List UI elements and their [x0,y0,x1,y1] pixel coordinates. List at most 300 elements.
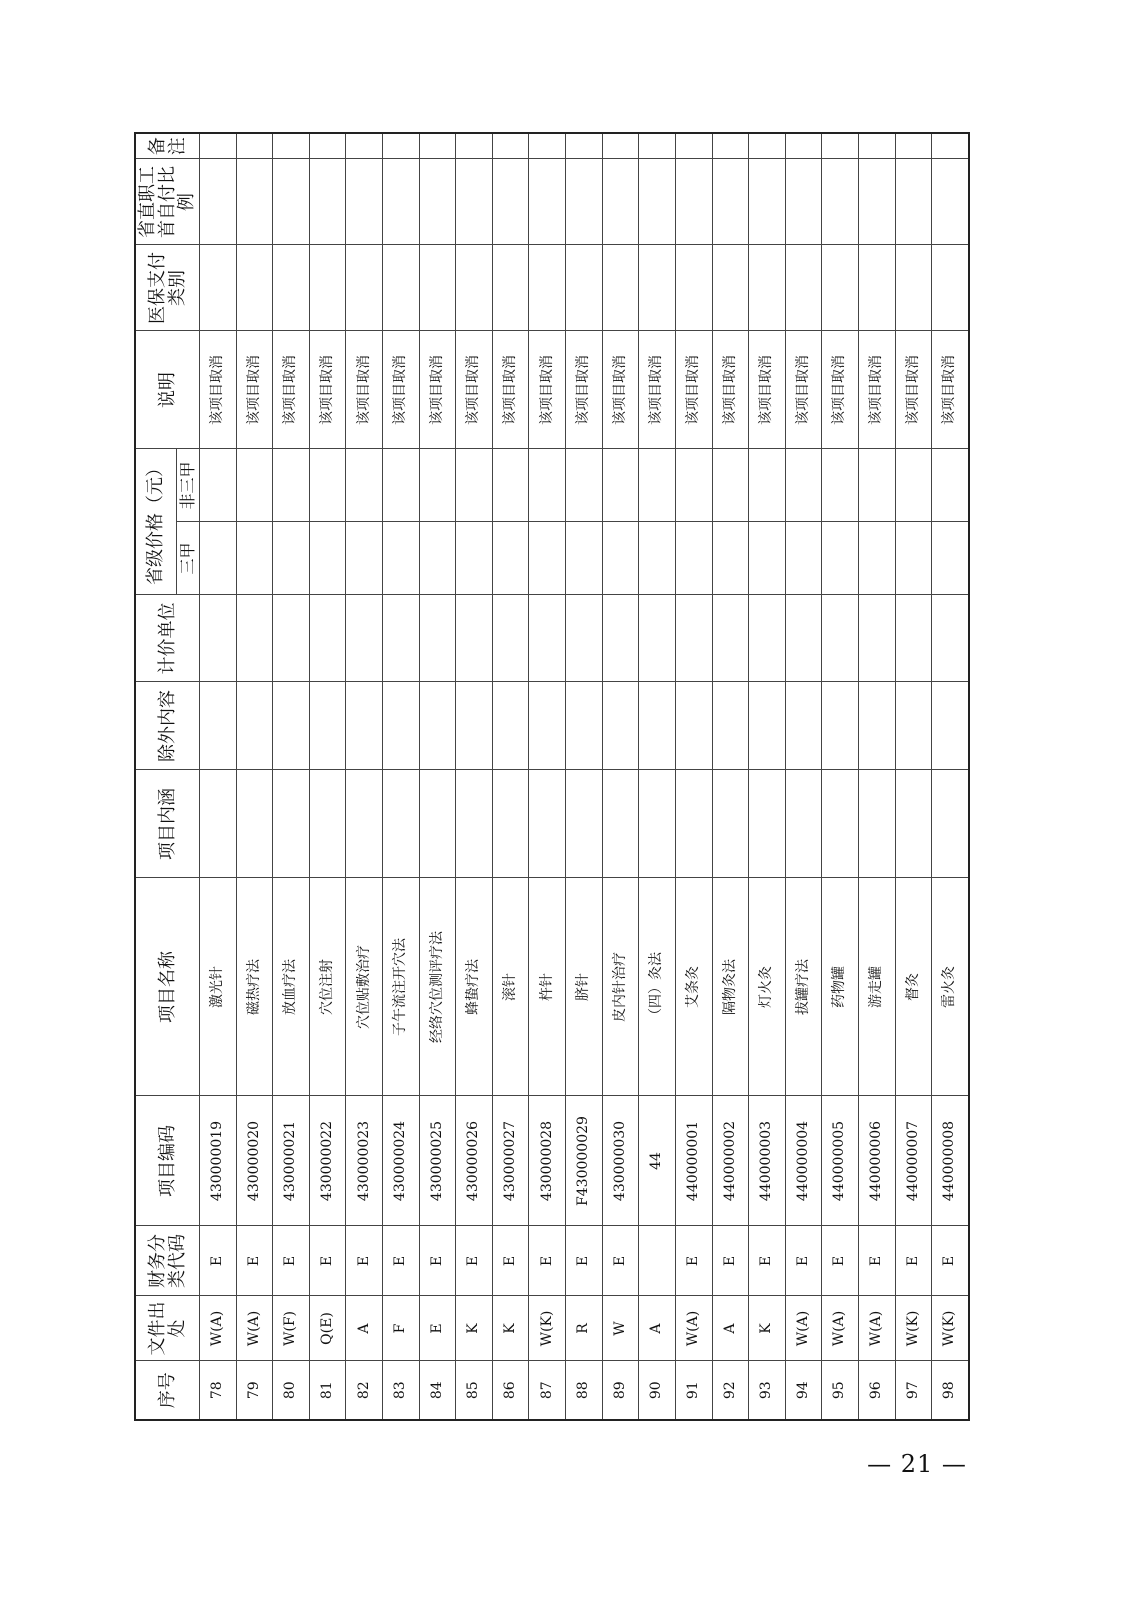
cell-desc: 该项目取消 [273,331,310,449]
header-price-group: 省级价格（元） [135,449,177,595]
cell-desc: 该项目取消 [822,331,859,449]
cell-item-code: 440000004 [785,1096,822,1226]
rotated-table-frame [134,134,970,1421]
table-row [602,133,639,1420]
cell-price-a [822,522,859,595]
cell-price-b [602,449,639,522]
table-row [529,133,566,1420]
cell-item-code: 440000003 [749,1096,786,1226]
table-row [712,133,749,1420]
header-source: 文件出处 [135,1296,200,1361]
cell-exclusion [200,682,237,770]
cell-remark [675,133,712,159]
cell-item-code: 440000002 [712,1096,749,1226]
table-row [419,133,456,1420]
table-row [492,133,529,1420]
table-row [749,133,786,1420]
cell-content [858,770,895,878]
cell-remark [309,133,346,159]
cell-fin-code: E [236,1226,273,1296]
cell-source: W(F) [273,1296,310,1361]
cell-seq: 96 [858,1361,895,1420]
cell-item-code: 430000020 [236,1096,273,1226]
cell-exclusion [383,682,420,770]
header-remark: 备注 [135,133,200,159]
cell-price-b [346,449,383,522]
cell-source: W(A) [200,1296,237,1361]
cell-source: E [419,1296,456,1361]
cell-content [675,770,712,878]
cell-seq: 86 [492,1361,529,1420]
cell-item-name: 游走罐 [858,878,895,1096]
cell-price-a [932,522,969,595]
cell-seq: 97 [895,1361,932,1420]
cell-price-b [383,449,420,522]
cell-desc: 该项目取消 [492,331,529,449]
cell-price-a [273,522,310,595]
cell-desc: 该项目取消 [456,331,493,449]
cell-source: W(A) [675,1296,712,1361]
cell-content [273,770,310,878]
cell-fin-code: E [932,1226,969,1296]
cell-unit [749,595,786,682]
table-row [346,133,383,1420]
cell-remark [749,133,786,159]
cell-exclusion [419,682,456,770]
cell-exclusion [236,682,273,770]
cell-item-name: 滚针 [492,878,529,1096]
cell-price-b [309,449,346,522]
cell-item-name: 杵针 [529,878,566,1096]
cell-insurance [639,245,676,331]
cell-item-name: 脐针 [566,878,603,1096]
cell-fin-code: E [383,1226,420,1296]
cell-fin-code [639,1226,676,1296]
cell-remark [383,133,420,159]
cell-fin-code: E [858,1226,895,1296]
cell-insurance [785,245,822,331]
cell-fin-code: E [456,1226,493,1296]
cell-self-pay [236,159,273,245]
cell-source: W(K) [895,1296,932,1361]
cell-desc: 该项目取消 [200,331,237,449]
cell-content [566,770,603,878]
cell-insurance [200,245,237,331]
cell-exclusion [529,682,566,770]
cell-content [785,770,822,878]
cell-fin-code: E [309,1226,346,1296]
cell-self-pay [456,159,493,245]
cell-fin-code: E [712,1226,749,1296]
table-row [639,133,676,1420]
cell-remark [785,133,822,159]
header-price-a: 三甲 [177,522,200,595]
cell-insurance [932,245,969,331]
table-row [675,133,712,1420]
cell-unit [273,595,310,682]
cell-content [383,770,420,878]
cell-desc: 该项目取消 [346,331,383,449]
cell-price-a [383,522,420,595]
cell-item-code: 430000027 [492,1096,529,1226]
cell-remark [932,133,969,159]
cell-price-b [639,449,676,522]
cell-self-pay [858,159,895,245]
cell-source: A [639,1296,676,1361]
cell-remark [492,133,529,159]
cell-price-a [602,522,639,595]
cell-price-b [566,449,603,522]
cell-seq: 98 [932,1361,969,1420]
cell-self-pay [273,159,310,245]
cell-exclusion [456,682,493,770]
cell-price-a [419,522,456,595]
cell-self-pay [822,159,859,245]
cell-item-name: 子午流注开穴法 [383,878,420,1096]
cell-source: W [602,1296,639,1361]
cell-self-pay [566,159,603,245]
cell-fin-code: E [529,1226,566,1296]
cell-insurance [236,245,273,331]
cell-insurance [492,245,529,331]
table-row [895,133,932,1420]
cell-price-a [236,522,273,595]
table-row [273,133,310,1420]
cell-seq: 88 [566,1361,603,1420]
cell-insurance [346,245,383,331]
cell-exclusion [675,682,712,770]
cell-self-pay [895,159,932,245]
table-row [822,133,859,1420]
cell-price-a [785,522,822,595]
cell-self-pay [309,159,346,245]
table-row [236,133,273,1420]
cell-source: A [346,1296,383,1361]
cell-unit [639,595,676,682]
cell-insurance [529,245,566,331]
cell-desc: 该项目取消 [858,331,895,449]
cell-self-pay [200,159,237,245]
cell-exclusion [602,682,639,770]
cell-exclusion [309,682,346,770]
cell-seq: 78 [200,1361,237,1420]
cell-fin-code: E [492,1226,529,1296]
cell-desc: 该项目取消 [895,331,932,449]
cell-seq: 95 [822,1361,859,1420]
cell-unit [675,595,712,682]
cell-item-code: 430000025 [419,1096,456,1226]
cell-item-code: 430000023 [346,1096,383,1226]
cell-unit [602,595,639,682]
cell-price-b [529,449,566,522]
cell-price-b [712,449,749,522]
cell-remark [712,133,749,159]
cell-item-code: 44 [639,1096,676,1226]
cell-item-code: 440000006 [858,1096,895,1226]
cell-desc: 该项目取消 [236,331,273,449]
cell-unit [895,595,932,682]
table-row [309,133,346,1420]
cell-unit [309,595,346,682]
cell-price-b [785,449,822,522]
cell-desc: 该项目取消 [675,331,712,449]
header-content: 项目内涵 [135,770,200,878]
header-price-b: 非三甲 [177,449,200,522]
cell-price-a [712,522,749,595]
cell-item-code: 430000028 [529,1096,566,1226]
table-row [932,133,969,1420]
cell-self-pay [932,159,969,245]
cell-insurance [456,245,493,331]
cell-exclusion [639,682,676,770]
cell-item-code: 430000030 [602,1096,639,1226]
cell-content [602,770,639,878]
cell-item-name: 穴位贴敷治疗 [346,878,383,1096]
cell-unit [383,595,420,682]
cell-remark [602,133,639,159]
cell-price-a [566,522,603,595]
cell-insurance [712,245,749,331]
cell-item-code: 430000021 [273,1096,310,1226]
cell-source: W(A) [858,1296,895,1361]
cell-unit [529,595,566,682]
cell-self-pay [639,159,676,245]
cell-seq: 79 [236,1361,273,1420]
header-item-name: 项目名称 [135,878,200,1096]
cell-item-code: 430000026 [456,1096,493,1226]
cell-seq: 91 [675,1361,712,1420]
cell-content [712,770,749,878]
cell-remark [236,133,273,159]
cell-content [419,770,456,878]
cell-price-a [309,522,346,595]
cell-remark [419,133,456,159]
cell-source: K [749,1296,786,1361]
header-exclusion: 除外内容 [135,682,200,770]
cell-source: K [492,1296,529,1361]
cell-exclusion [273,682,310,770]
cell-unit [822,595,859,682]
cell-remark [895,133,932,159]
cell-insurance [895,245,932,331]
cell-desc: 该项目取消 [566,331,603,449]
cell-insurance [566,245,603,331]
cell-content [895,770,932,878]
cell-content [309,770,346,878]
cell-self-pay [529,159,566,245]
cell-source: W(A) [236,1296,273,1361]
cell-price-b [895,449,932,522]
cell-seq: 83 [383,1361,420,1420]
cell-item-code: 440000001 [675,1096,712,1226]
cell-content [932,770,969,878]
cell-desc: 该项目取消 [383,331,420,449]
cell-price-b [492,449,529,522]
cell-price-a [529,522,566,595]
cell-item-name: 艾条灸 [675,878,712,1096]
table-row [456,133,493,1420]
cell-seq: 89 [602,1361,639,1420]
cell-exclusion [492,682,529,770]
cell-desc: 该项目取消 [602,331,639,449]
cell-fin-code: E [675,1226,712,1296]
cell-item-name: 磁热疗法 [236,878,273,1096]
cell-price-b [675,449,712,522]
cell-item-name: 雷火灸 [932,878,969,1096]
cell-exclusion [932,682,969,770]
cell-unit [712,595,749,682]
cell-exclusion [346,682,383,770]
cell-price-b [236,449,273,522]
cell-fin-code: E [200,1226,237,1296]
page-number: — 21 — [867,1450,967,1478]
table-row [383,133,420,1420]
cell-seq: 90 [639,1361,676,1420]
table-row [858,133,895,1420]
cell-desc: 该项目取消 [712,331,749,449]
cell-self-pay [346,159,383,245]
cell-source: K [456,1296,493,1361]
cell-self-pay [749,159,786,245]
cell-insurance [419,245,456,331]
cell-unit [492,595,529,682]
cell-item-code: 430000019 [200,1096,237,1226]
cell-item-code: 440000007 [895,1096,932,1226]
cell-exclusion [822,682,859,770]
cell-insurance [273,245,310,331]
cell-desc: 该项目取消 [639,331,676,449]
table-row [200,133,237,1420]
cell-price-b [822,449,859,522]
cell-item-name: 药物罐 [822,878,859,1096]
cell-unit [456,595,493,682]
cell-fin-code: E [895,1226,932,1296]
cell-fin-code: E [273,1226,310,1296]
cell-content [200,770,237,878]
cell-price-b [932,449,969,522]
cell-source: A [712,1296,749,1361]
cell-item-name: 督灸 [895,878,932,1096]
cell-remark [200,133,237,159]
cell-desc: 该项目取消 [785,331,822,449]
cell-exclusion [785,682,822,770]
cell-fin-code: E [602,1226,639,1296]
cell-unit [200,595,237,682]
cell-seq: 82 [346,1361,383,1420]
cell-remark [566,133,603,159]
cell-exclusion [858,682,895,770]
cell-item-code: F430000029 [566,1096,603,1226]
cell-fin-code: E [822,1226,859,1296]
cell-content [456,770,493,878]
cell-price-b [200,449,237,522]
cell-item-code: 440000008 [932,1096,969,1226]
cell-source: W(K) [529,1296,566,1361]
cell-item-name: 放血疗法 [273,878,310,1096]
cell-exclusion [712,682,749,770]
cell-item-name: 拔罐疗法 [785,878,822,1096]
cell-seq: 92 [712,1361,749,1420]
cell-price-a [456,522,493,595]
cell-self-pay [712,159,749,245]
price-table [134,132,970,1421]
cell-exclusion [749,682,786,770]
cell-item-name: 穴位注射 [309,878,346,1096]
cell-source: R [566,1296,603,1361]
cell-content [492,770,529,878]
cell-unit [858,595,895,682]
cell-exclusion [566,682,603,770]
cell-price-a [749,522,786,595]
cell-item-name: 激光针 [200,878,237,1096]
cell-price-b [858,449,895,522]
cell-fin-code: E [566,1226,603,1296]
cell-insurance [822,245,859,331]
cell-content [639,770,676,878]
cell-unit [236,595,273,682]
cell-insurance [602,245,639,331]
cell-price-a [200,522,237,595]
header-seq: 序号 [135,1361,200,1420]
cell-price-b [749,449,786,522]
header-desc: 说明 [135,331,200,449]
cell-price-a [858,522,895,595]
cell-item-name: 灯火灸 [749,878,786,1096]
cell-source: W(A) [785,1296,822,1361]
cell-seq: 80 [273,1361,310,1420]
cell-remark [822,133,859,159]
cell-remark [273,133,310,159]
cell-self-pay [492,159,529,245]
cell-item-name: 蜂蛰疗法 [456,878,493,1096]
cell-fin-code: E [749,1226,786,1296]
cell-seq: 94 [785,1361,822,1420]
header-self-pay: 省直职工首自付比例 [135,159,200,245]
cell-price-b [273,449,310,522]
cell-unit [932,595,969,682]
cell-seq: 85 [456,1361,493,1420]
cell-unit [346,595,383,682]
table-row [785,133,822,1420]
cell-fin-code: E [419,1226,456,1296]
cell-source: W(A) [822,1296,859,1361]
cell-content [236,770,273,878]
cell-insurance [858,245,895,331]
cell-insurance [383,245,420,331]
cell-remark [346,133,383,159]
cell-item-name: 隔物灸法 [712,878,749,1096]
cell-source: W(K) [932,1296,969,1361]
cell-item-name: 经络穴位测评疗法 [419,878,456,1096]
cell-self-pay [383,159,420,245]
cell-content [529,770,566,878]
header-insurance: 医保支付类别 [135,245,200,331]
header-unit: 计价单位 [135,595,200,682]
cell-source: Q(E) [309,1296,346,1361]
cell-remark [456,133,493,159]
header-item-code: 项目编码 [135,1096,200,1226]
header-fin-code: 财务分类代码 [135,1226,200,1296]
cell-item-code: 440000005 [822,1096,859,1226]
cell-unit [785,595,822,682]
table-body [200,133,970,1420]
cell-desc: 该项目取消 [309,331,346,449]
cell-content [749,770,786,878]
cell-seq: 93 [749,1361,786,1420]
cell-remark [858,133,895,159]
cell-seq: 81 [309,1361,346,1420]
cell-insurance [749,245,786,331]
